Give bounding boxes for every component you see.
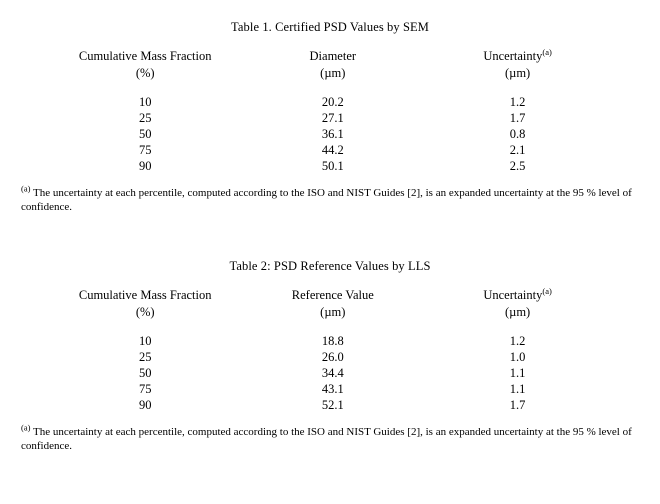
cell-percentile: 75 bbox=[138, 381, 152, 396]
cell-percentile: 10 bbox=[138, 94, 152, 109]
column-header-unit: (%) bbox=[135, 65, 155, 80]
header-gap-row bbox=[50, 82, 610, 94]
cell-diameter: 20.2 bbox=[321, 94, 344, 109]
cell-uncertainty: 1.2 bbox=[509, 333, 526, 348]
cell-reference-value: 18.8 bbox=[321, 333, 344, 348]
table-row bbox=[50, 94, 610, 110]
cell-uncertainty: 1.1 bbox=[509, 381, 526, 396]
table-row bbox=[50, 333, 610, 349]
cell-percentile: 25 bbox=[138, 110, 152, 125]
column-header-unit: (µm) bbox=[320, 65, 346, 80]
table-2-footnote bbox=[21, 421, 639, 454]
table-1-header-row bbox=[50, 48, 610, 82]
column-header-sup: (a) bbox=[542, 46, 552, 57]
footnote-text: The uncertainty at each percentile, computed according to the ISO and NIST Guides [2], is an expanded uncertainty at the 95 % level of confidence. bbox=[21, 186, 632, 214]
table-1-col-header-2 bbox=[240, 48, 425, 82]
table-row bbox=[50, 397, 610, 413]
table-2-col-header-3 bbox=[425, 287, 610, 321]
table-2-body bbox=[50, 333, 610, 413]
cell-percentile: 75 bbox=[138, 142, 152, 157]
cell-percentile: 90 bbox=[138, 397, 152, 412]
table-2-title: Table 2: PSD Reference Values by LLS bbox=[229, 258, 431, 273]
column-header-label: Cumulative Mass Fraction bbox=[78, 49, 212, 63]
footnote-text: The uncertainty at each percentile, computed according to the ISO and NIST Guides [2], is an expanded uncertainty at the 95 % level of confidence. bbox=[21, 425, 632, 453]
table-1-body bbox=[50, 94, 610, 174]
cell-percentile: 25 bbox=[138, 349, 152, 364]
cell-reference-value: 43.1 bbox=[321, 381, 344, 396]
cell-uncertainty: 1.0 bbox=[509, 349, 526, 364]
cell-uncertainty: 1.7 bbox=[509, 397, 526, 412]
table-row bbox=[50, 365, 610, 381]
table-separator-spacer bbox=[0, 215, 660, 259]
cell-percentile: 10 bbox=[138, 333, 152, 348]
cell-reference-value: 52.1 bbox=[321, 397, 344, 412]
table-2 bbox=[50, 287, 610, 413]
table-2-block bbox=[0, 259, 660, 454]
cell-uncertainty: 1.2 bbox=[509, 94, 526, 109]
table-1-footnote bbox=[21, 183, 639, 215]
table-1-block bbox=[0, 20, 660, 215]
table-row bbox=[50, 126, 610, 142]
cell-reference-value: 34.4 bbox=[321, 365, 344, 380]
table-1-col-header-1 bbox=[50, 48, 240, 82]
table-row bbox=[50, 349, 610, 365]
table-row bbox=[50, 381, 610, 397]
cell-uncertainty: 2.1 bbox=[509, 142, 526, 157]
cell-uncertainty: 2.5 bbox=[509, 158, 526, 173]
column-header-label: Uncertainty bbox=[483, 49, 543, 63]
header-gap-row bbox=[50, 321, 610, 333]
cell-uncertainty: 1.1 bbox=[509, 365, 526, 380]
table-1-title: Table 1. Certified PSD Values by SEM bbox=[231, 20, 429, 34]
table-row bbox=[50, 158, 610, 174]
cell-diameter: 44.2 bbox=[321, 142, 344, 157]
column-header-label: Cumulative Mass Fraction bbox=[78, 287, 212, 302]
cell-uncertainty: 1.7 bbox=[509, 110, 526, 125]
column-header-unit: (µm) bbox=[504, 65, 531, 80]
table-row bbox=[50, 142, 610, 158]
cell-percentile: 50 bbox=[138, 126, 152, 141]
column-header-unit: (µm) bbox=[320, 304, 346, 319]
table-1 bbox=[50, 48, 610, 174]
column-header-label: Uncertainty bbox=[483, 287, 543, 302]
cell-diameter: 50.1 bbox=[321, 158, 344, 173]
footnote-mark: (a) bbox=[21, 421, 31, 432]
column-header-label: Reference Value bbox=[291, 287, 374, 302]
column-header-unit: (µm) bbox=[504, 304, 531, 319]
cell-percentile: 50 bbox=[138, 365, 152, 380]
cell-diameter: 27.1 bbox=[321, 110, 344, 125]
table-2-header-row bbox=[50, 287, 610, 321]
cell-percentile: 90 bbox=[138, 158, 152, 173]
cell-uncertainty: 0.8 bbox=[509, 126, 526, 141]
top-spacer bbox=[0, 0, 660, 20]
column-header-unit: (%) bbox=[135, 304, 155, 319]
column-header-sup: (a) bbox=[542, 285, 552, 296]
table-2-col-header-2 bbox=[240, 287, 425, 321]
cell-diameter: 36.1 bbox=[321, 126, 344, 141]
table-1-col-header-3 bbox=[425, 48, 610, 82]
column-header-label: Diameter bbox=[309, 49, 357, 63]
cell-reference-value: 26.0 bbox=[321, 349, 344, 364]
table-2-col-header-1 bbox=[50, 287, 240, 321]
table-row bbox=[50, 110, 610, 126]
footnote-mark: (a) bbox=[21, 183, 31, 194]
